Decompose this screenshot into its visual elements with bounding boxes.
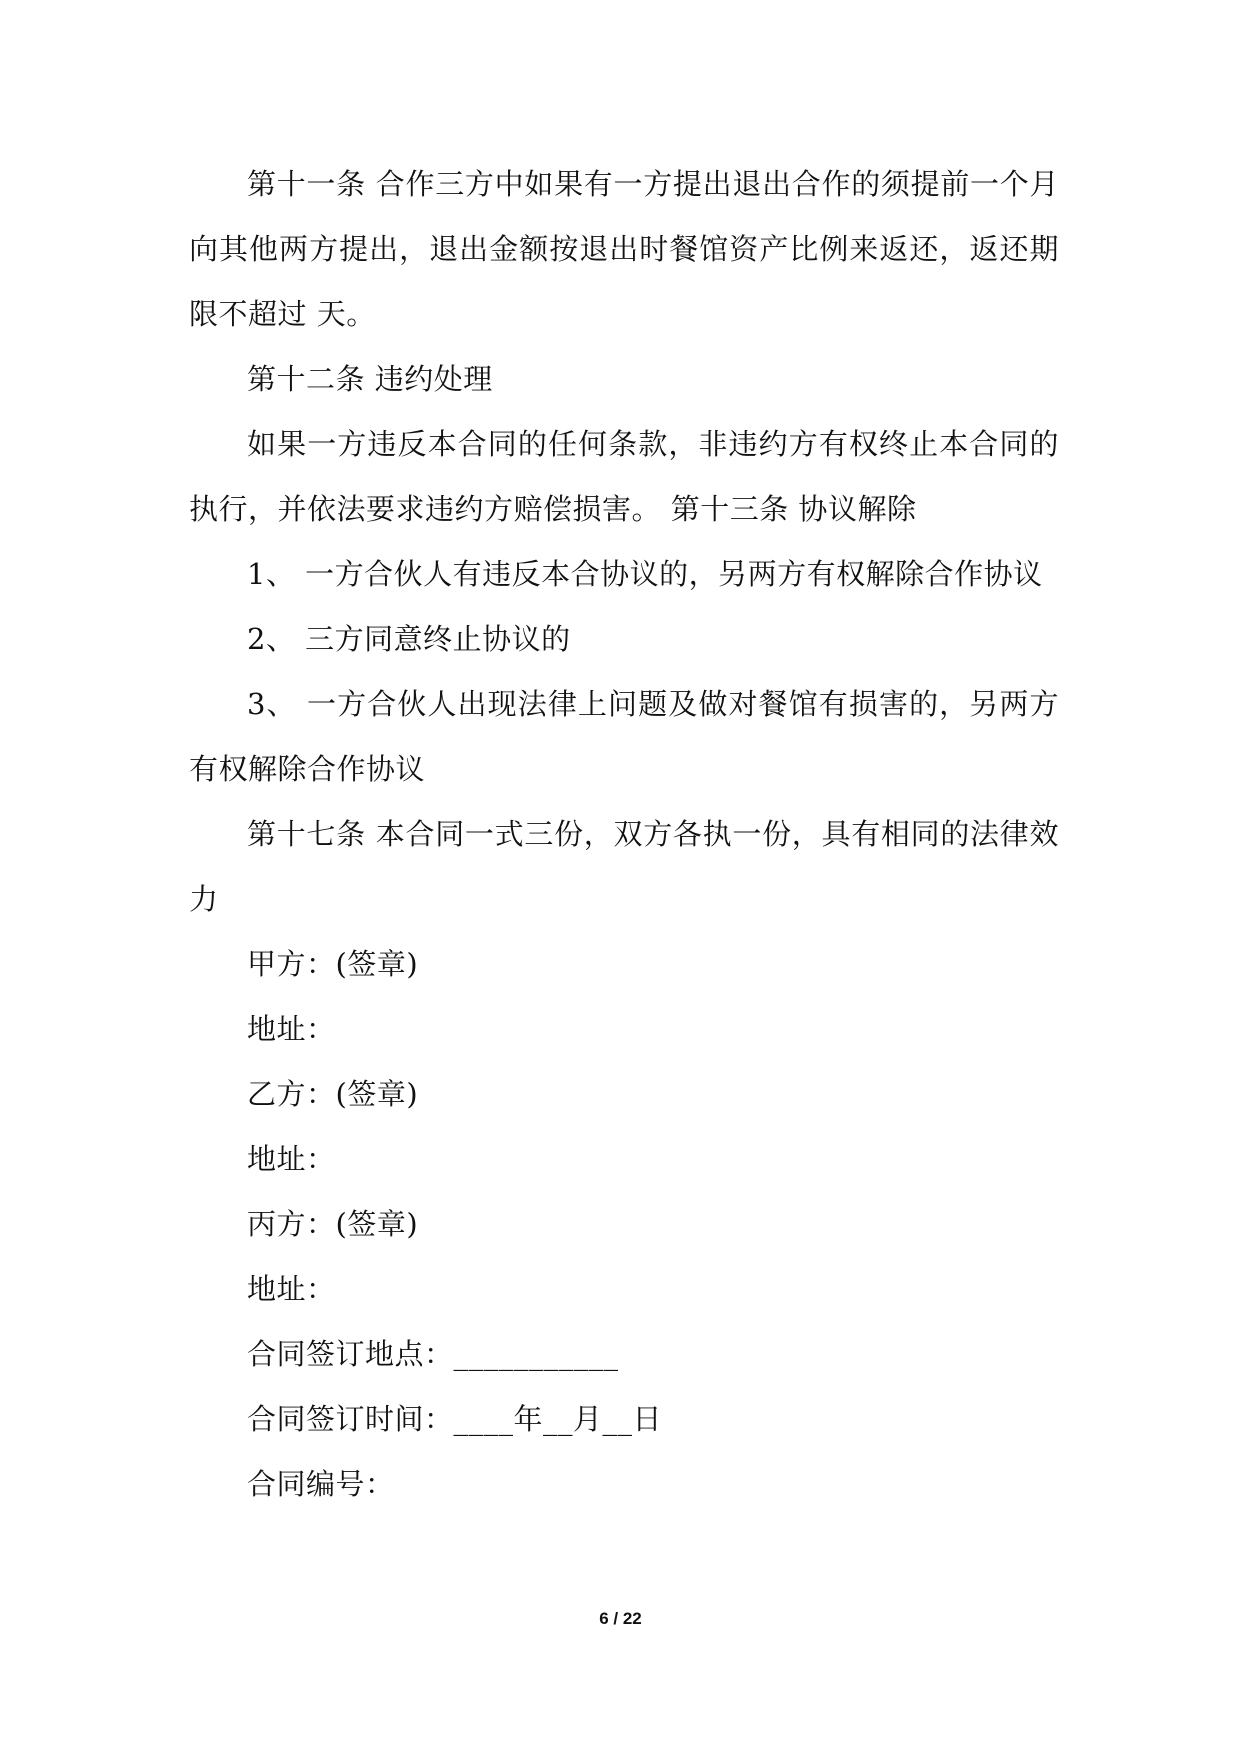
party-a-address: 地址： [247, 1012, 336, 1046]
signing-location: 合同签订地点：___________ [247, 1337, 619, 1371]
party-a-signature: 甲方：(签章) [247, 947, 419, 981]
termination-item-3: 3、 一方合伙人出现法律上问题及做对餐馆有损害的，另两方有权解除合作协议 [189, 687, 1059, 786]
party-c-signature: 丙方：(签章) [247, 1207, 419, 1241]
party-b-address: 地址： [247, 1142, 336, 1176]
termination-item-2: 2、 三方同意终止协议的 [247, 622, 571, 656]
article-11-paragraph: 第十一条 合作三方中如果有一方提出退出合作的须提前一个月向其他两方提出，退出金额按退出时餐馆资产比例来返还，返还期限不超过 天。 [189, 167, 1059, 331]
page-number: 6 / 22 [599, 1609, 642, 1628]
contract-number: 合同编号： [247, 1467, 395, 1501]
article-12-heading: 第十二条 违约处理 [247, 362, 493, 396]
party-c-address: 地址： [247, 1272, 336, 1306]
signing-date: 合同签订时间：____年__月__日 [247, 1402, 663, 1436]
article-17-paragraph: 第十七条 本合同一式三份，双方各执一份，具有相同的法律效力 [189, 817, 1059, 916]
breach-clause-paragraph: 如果一方违反本合同的任何条款，非违约方有权终止本合同的执行，并依法要求违约方赔偿损害。 第十三条 协议解除 [189, 427, 1059, 526]
termination-item-1: 1、 一方合伙人有违反本合协议的，另两方有权解除合作协议 [247, 557, 1043, 591]
document-body [189, 152, 1059, 1517]
party-b-signature: 乙方：(签章) [247, 1077, 419, 1111]
